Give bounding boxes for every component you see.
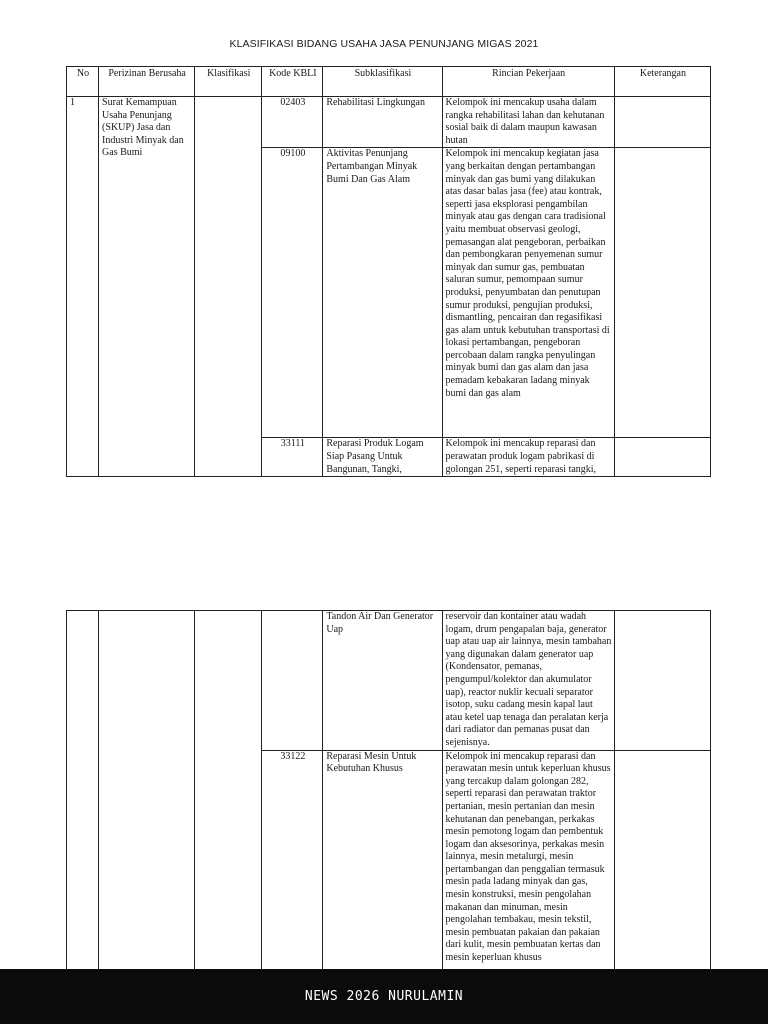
table-row (67, 97, 711, 148)
watermark-text: NEWS 2026 NURULAMIN (304, 989, 464, 1004)
cell-no (67, 611, 99, 971)
cell-rincian: Kelompok ini mencakup kegiatan jasa yang berkaitan dengan pertambangan minyak dan gas bumi yang dilakukan atas dasar balas jasa (fee) atau kontrak, seperti jasa eksplorasi pengambilan minyak atau gas dengan cara tradisional yaitu membuat observasi geologi, pemasangan alat pengeboran, perbaikan dan pembongkaran penyemenan sumur minyak dan sumur gas, pembuatan saluran sumur, pemompaan sumur produksi, penyumbatan dan penutupan sumur produksi, pengujian produksi, dismantling, pencairan dan regasifikasi gas alam untuk kebutuhan transportasi di lokasi pertambangan, pengeboran percobaan dalam rangka penyulingan minyak bumi dan gas alam dan jasa pemadam kebakaran ladang minyak bumi dan gas alam (442, 148, 614, 438)
header-keterangan: Keterangan (614, 67, 710, 97)
cell-klasifikasi (195, 97, 262, 477)
header-klasifikasi: Klasifikasi (195, 67, 262, 97)
cell-rincian: Kelompok ini mencakup usaha dalam rangka rehabilitasi lahan dan kehutanan sosial baik di dalam maupun kawasan hutan (442, 97, 614, 148)
cell-rincian: Kelompok ini mencakup reparasi dan perawatan mesin untuk keperluan khusus yang tercakup dalam golongan 282, seperti reparasi dan perawatan traktor pertanian, mesin pertanian dan mesin kehutanan dan penebangan, perkakas mesin pemotong logam dan pembentuk logam dan aksesorinya, perkakas mesin lainnya, mesin metalurgi, mesin pertambangan dan penggalian termasuk mesin pada ladang minyak dan gas, mesin konstruksi, mesin pengolahan makanan dan minuman, mesin pengolahan tembakau, mesin tekstil, mesin pembuatan pakaian dan pakaian dari kulit, mesin pembuatan kertas dan mesin keperluan khusus (442, 750, 614, 970)
cell-sub: Reparasi Produk Logam Siap Pasang Untuk Bangunan, Tangki, (323, 438, 442, 477)
cell-keterangan (614, 148, 710, 438)
cell-keterangan (614, 97, 710, 148)
cell-kode: 33111 (262, 438, 323, 477)
header-perizinan: Perizinan Berusaha (99, 67, 195, 97)
cell-sub: Reparasi Mesin Untuk Kebutuhan Khusus (323, 750, 442, 970)
kbli-table-page-1 (66, 66, 711, 477)
cell-klasifikasi (195, 611, 262, 971)
cell-perizinan (99, 611, 195, 971)
header-subklasifikasi: Subklasifikasi (323, 67, 442, 97)
cell-keterangan (614, 611, 710, 751)
cell-kode: 33122 (262, 750, 323, 970)
cell-sub: Aktivitas Penunjang Pertambangan Minyak Bumi Dan Gas Alam (323, 148, 442, 438)
cell-rincian: Kelompok ini mencakup reparasi dan perawatan produk logam pabrikasi di golongan 251, seperti reparasi tangki, (442, 438, 614, 477)
cell-kode (262, 611, 323, 751)
header-kode-kbli: Kode KBLI (262, 67, 323, 97)
header-no: No (67, 67, 99, 97)
cell-sub: Tandon Air Dan Generator Uap (323, 611, 442, 751)
cell-kode: 02403 (262, 97, 323, 148)
cell-kode: 09100 (262, 148, 323, 438)
cell-perizinan: Surat Kemampuan Usaha Penunjang (SKUP) Jasa dan Industri Minyak dan Gas Bumi (99, 97, 195, 477)
cell-sub: Rehabilitasi Lingkungan (323, 97, 442, 148)
cell-rincian: reservoir dan kontainer atau wadah logam, drum pengapalan baja, generator uap atau uap air lainnya, mesin tambahan yang digunakan dalam generator uap (Kondensator, pemanas, pengumpul/kolektor dan akumulator uap), reactor nuklir kecuali separator isotop, suku cadang mesin kapal laut atau ketel uap tenaga dan peralatan kerja dari radiator dan pemanas pusat dan sejenisnya. (442, 611, 614, 751)
document-title: KLASIFIKASI BIDANG USAHA JASA PENUNJANG MIGAS 2021 (229, 38, 539, 50)
table-header-row (67, 67, 711, 97)
cell-keterangan (614, 750, 710, 970)
watermark-banner (0, 969, 768, 1024)
header-rincian: Rincian Pekerjaan (442, 67, 614, 97)
cell-keterangan (614, 438, 710, 477)
table-row (67, 611, 711, 751)
cell-no: 1 (67, 97, 99, 477)
kbli-table-page-2 (66, 610, 711, 971)
